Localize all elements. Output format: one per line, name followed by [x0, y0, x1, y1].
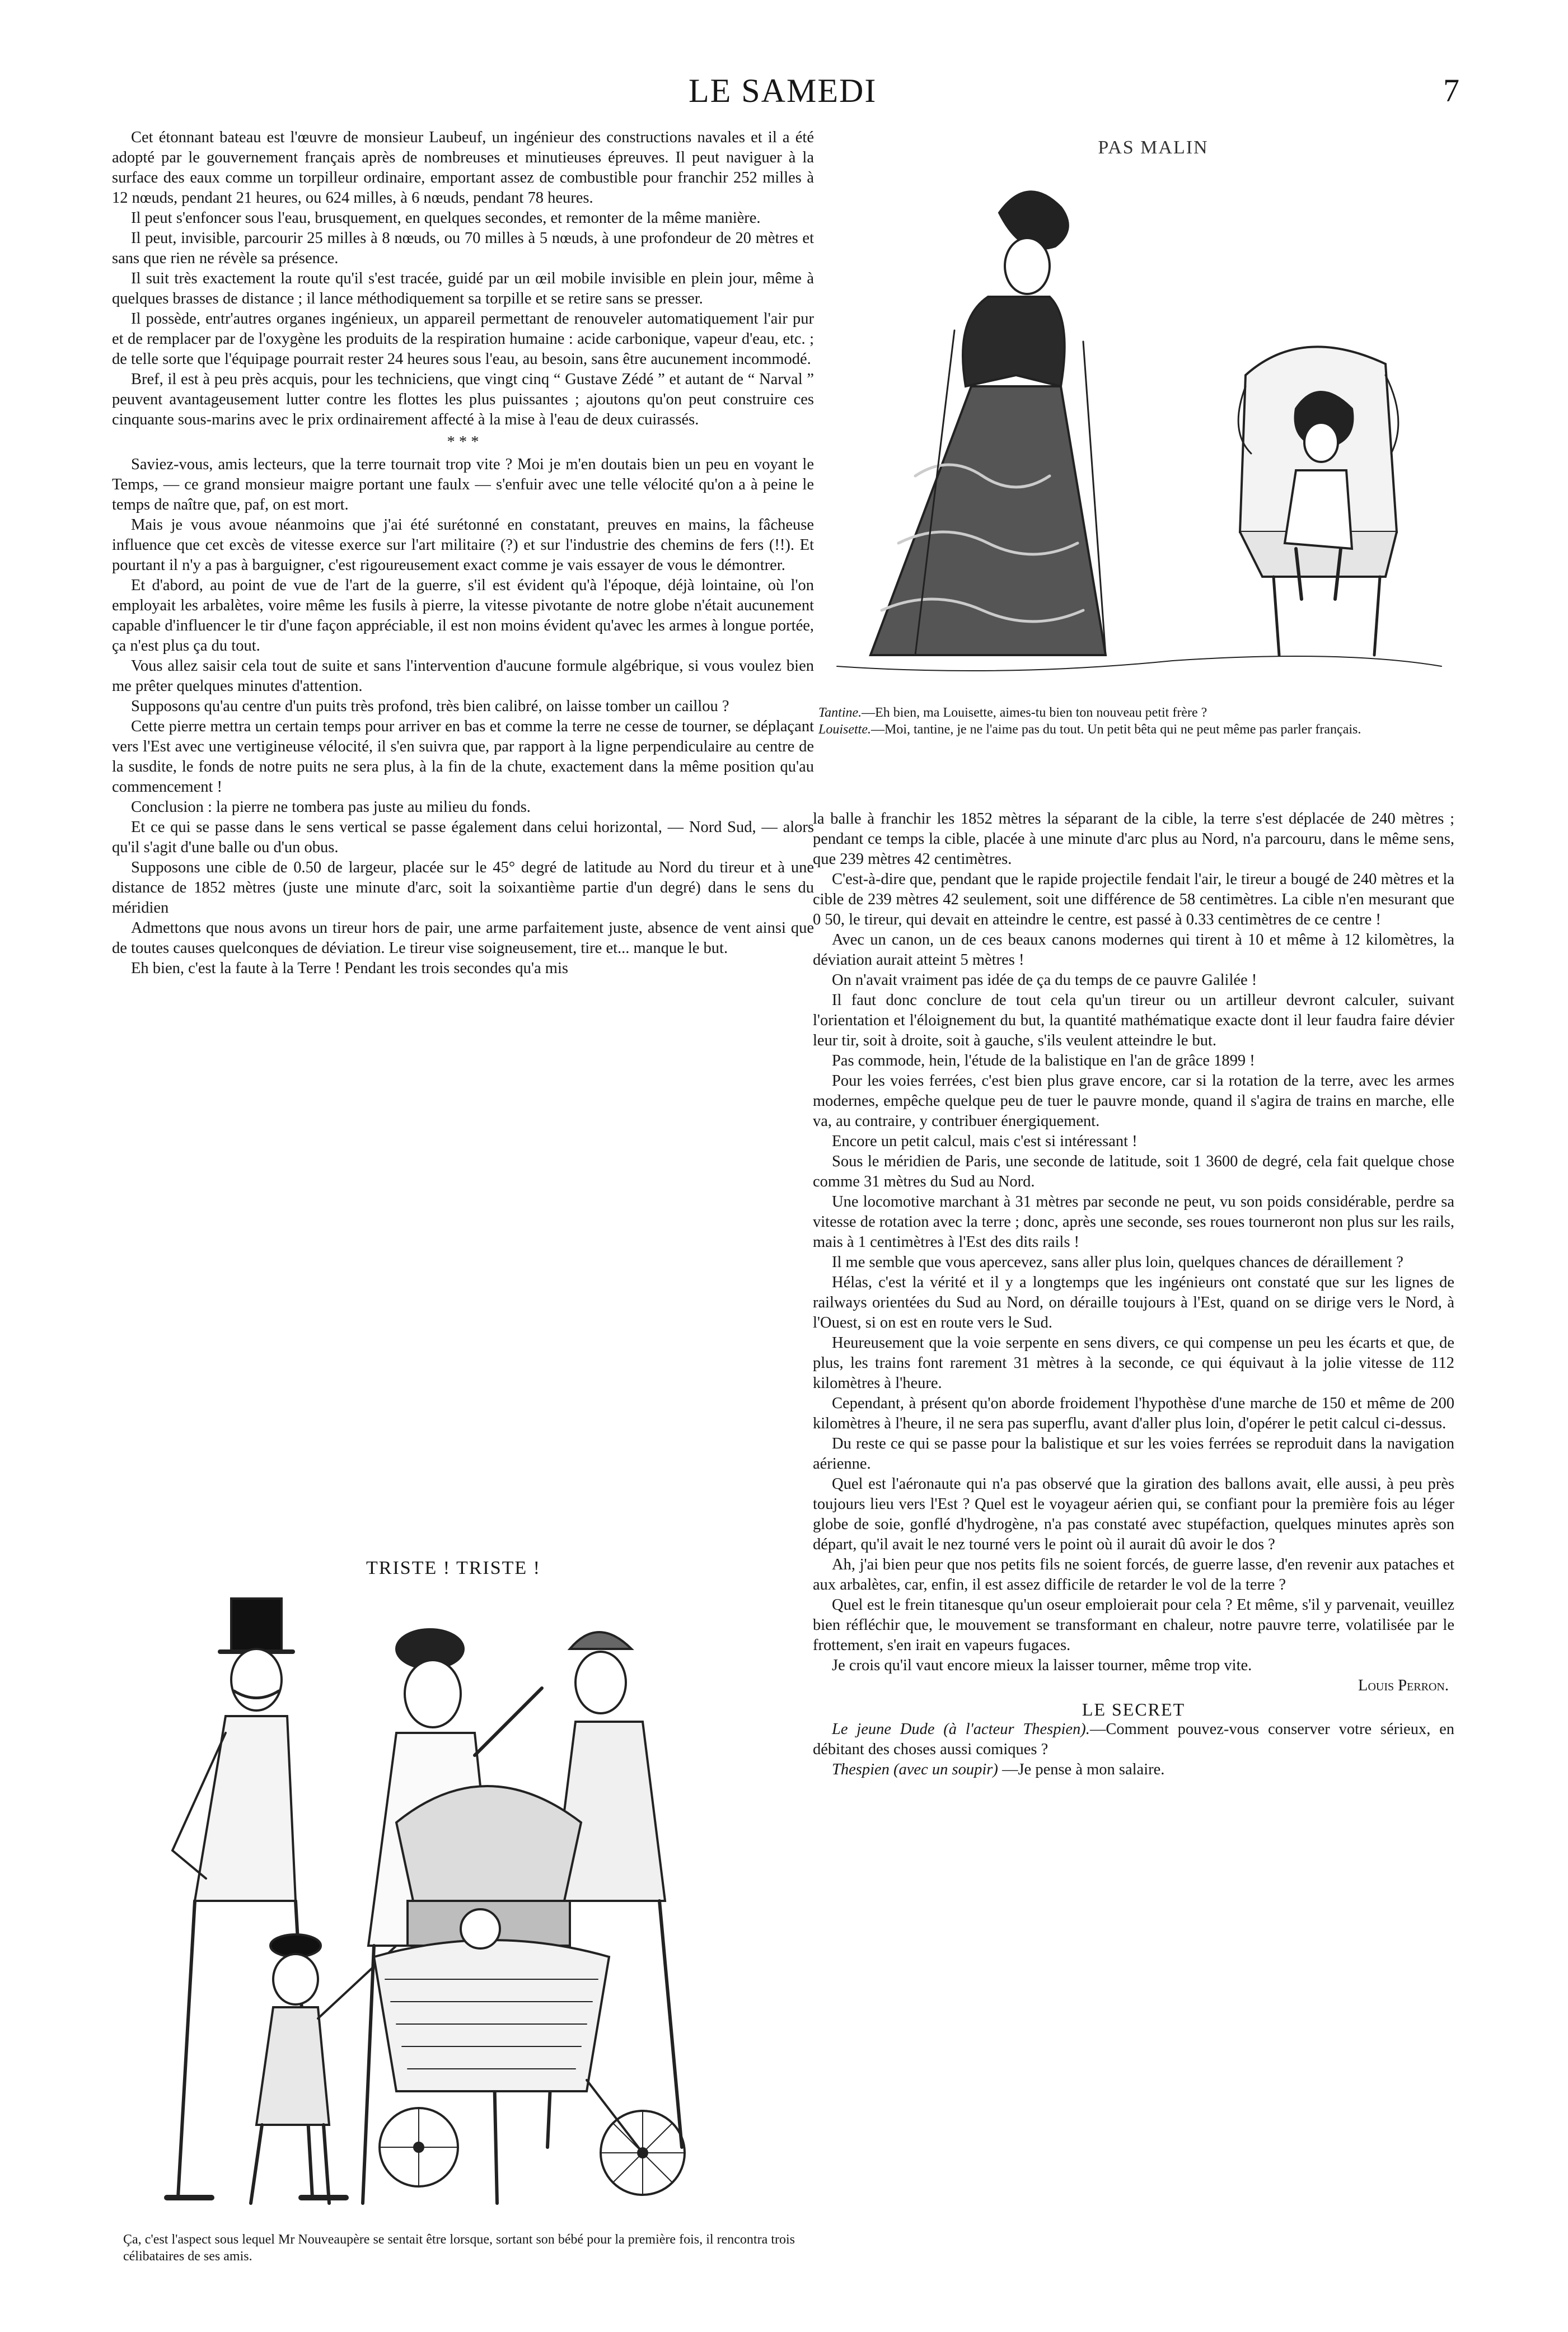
paragraph: Conclusion : la pierre ne tombera pas juste au milieu du fonds.	[131, 798, 531, 816]
paragraph: Sous le méridien de Paris, une seconde de latitude, soit 1 3600 de degré, cela fait quelque chose comme 31 mètres du Sud au Nord.	[813, 1153, 1454, 1190]
le-secret-title: LE SECRET	[1082, 1699, 1186, 1719]
dialogue-line: Thespien (avec un soupir) —Je pense à mon salaire.	[832, 1761, 1165, 1778]
paragraph: Il peut s'enfoncer sous l'eau, brusquement, en quelques secondes, et remonter de la même manière.	[131, 209, 761, 227]
paragraph: Heureusement que la voie serpente en sens divers, ce qui compense un peu les écarts et que, de plus, les trains font rarement 31 mètres à la seconde, ce qui équivaut à la jolie vitesse de 112 kilomètres à l'heure.	[813, 1334, 1454, 1392]
speaker: Thespien (avec un soupir)	[832, 1761, 998, 1778]
paragraph: Et ce qui se passe dans le sens vertical se passe également dans celui horizontal, — Nord Sud, — alors qu'il s'agit d'une balle ou d'un obus.	[112, 819, 814, 856]
paragraph: Et d'abord, au point de vue de l'art de la guerre, s'il est évident qu'à l'époque, déjà lointaine, où l'on employait les arbalètes, voire même les fusils à pierre, la vitesse pivotante de notre globe n'était aucunement capable d'influencer le tir d'une façon appréciable, il est non moins évident qu'avec les armes à longue portée, ça n'est plus ça du tout.	[112, 577, 814, 655]
caption-line: Tantine.—Eh bien, ma Louisette, aimes-tu bien ton nouveau petit frère ?	[818, 705, 1207, 720]
paragraph: C'est-à-dire que, pendant que le rapide projectile fendait l'air, le tireur a bougé de 240 mètres et la cible de 239 mètres 42 seulement, soit une différence de 58 centimètres. La cible n'en mesurant que 0 50, le tireur, qui devait en atteindre le centre, est passé à 0.33 centimètres de ce centre !	[813, 871, 1454, 928]
masthead: LE SAMEDI	[689, 72, 877, 109]
triste-title: TRISTE ! TRISTE !	[366, 1558, 541, 1578]
paragraph: Il peut, invisible, parcourir 25 milles à 8 nœuds, ou 70 milles à 5 nœuds, à une profondeur de 20 mètres et sans que rien ne révèle sa présence.	[112, 230, 814, 267]
speaker: Le jeune Dude (à l'acteur Thespien).	[832, 1721, 1090, 1738]
paragraph: Pour les voies ferrées, c'est bien plus grave encore, car si la rotation de la terre, avec les armes modernes, empêche quelque peu de tuer le pauvre monde, quand il s'agira de trains en marche, elle va, au contraire, y contribuer énergiquement.	[813, 1072, 1454, 1130]
pas-malin-caption	[818, 704, 1457, 738]
paragraph: Il faut donc conclure de tout cela qu'un tireur ou un artilleur devront calculer, suivant l'orientation et l'éloignement du but, la quantité mathématique exacte dont il leur faudra faire dévier leur tir, soit à droite, soit à gauche, s'ils veulent atteindre le but.	[813, 992, 1454, 1049]
caption-line: Louisette.—Moi, tantine, je ne l'aime pas du tout. Un petit bêta qui ne peut même pas parler français.	[818, 722, 1361, 737]
dialogue-line: Le jeune Dude (à l'acteur Thespien).—Comment pouvez-vous conserver votre sérieux, en débitant des choses aussi comiques ?	[813, 1721, 1454, 1758]
right-column-article	[813, 809, 1454, 1780]
pas-malin-title: PAS MALIN	[1098, 137, 1209, 158]
triste-illustration	[128, 1587, 788, 2231]
page-header	[0, 72, 1568, 122]
paragraph: Il possède, entr'autres organes ingénieux, un appareil permettant de renouveler automatiquement l'air pur et de remplacer par de l'oxygène les produits de la respiration humaine : acide carbonique, vapeur d'eau, etc. ; de telle sorte que l'équipage pourrait rester 24 heures sous l'eau, au besoin, sans être aucunement incommodé.	[112, 310, 814, 368]
section-separator: * * *	[447, 433, 479, 451]
triste-caption: Ça, c'est l'aspect sous lequel Mr Nouveaupère se sentait être lorsque, sortant son bébé pour la première fois, il rencontra trois célibataires de ses amis.	[123, 2232, 795, 2264]
left-column-article	[112, 128, 814, 979]
paragraph: Quel est le frein titanesque qu'un oseur emploierait pour cela ? Et même, s'il y parvenait, veuillez bien réfléchir que, le mouvement se transformant en chaleur, notre pauvre terre, volatilisée par le frottement, s'en irait en vapeurs fugaces.	[813, 1596, 1454, 1654]
paragraph: Une locomotive marchant à 31 mètres par seconde ne peut, vu son poids considérable, perdre sa vitesse de rotation avec la terre ; donc, après une seconde, ses roues tourneront non plus sur les rails, mais à 1 centimètres à l'Est des dits rails !	[813, 1193, 1454, 1251]
paragraph: Il suit très exactement la route qu'il s'est tracée, guidé par un œil mobile invisible en plein jour, même à quelques brasses de distance ; il lance méthodiquement sa torpille et se retire sans se presser.	[112, 270, 814, 307]
paragraph: Cette pierre mettra un certain temps pour arriver en bas et comme la terre ne cesse de tourner, se déplaçant vers l'Est avec une vertigineuse vélocité, il s'en suivra que, par rapport à la ligne perpendiculaire au centre de la susdite, le fonds de notre puits ne sera plus, à la fin de la chute, exactement dans la même position qu'au commencement !	[112, 718, 814, 796]
paragraph: Je crois qu'il vaut encore mieux la laisser tourner, même trop vite.	[832, 1657, 1252, 1674]
paragraph: Cet étonnant bateau est l'œuvre de monsieur Laubeuf, un ingénieur des constructions navales et il a été adopté par le gouvernement français après de nombreuses et minutieuses épreuves. Il peut naviguer à la surface des eaux comme un torpilleur ordinaire, emportant assez de combustible pour franchir 252 milles à 12 nœuds, pendant 21 heures, ou 624 milles, à 6 nœuds, pendant 78 heures.	[112, 129, 814, 207]
paragraph: Saviez-vous, amis lecteurs, que la terre tournait trop vite ? Moi je m'en doutais bien un peu en voyant le Temps, — ce grand monsieur maigre portant une faulx — s'enfuir avec une telle vélocité qu'on a à peine le temps de naître que, paf, on est mort.	[112, 456, 814, 513]
paragraph: Supposons qu'au centre d'un puits très profond, très bien calibré, on laisse tomber un caillou ?	[131, 698, 729, 715]
paragraph: Mais je vous avoue néanmoins que j'ai été surétonné en constatant, preuves en mains, la fâcheuse influence que cet excès de vitesse exerce sur l'art militaire (?) et sur l'industrie des chemins de fers (!!). Et pourtant il n'y a pas à barguigner, c'est rigoureusement exact comme je vais essayer de vous le démontrer.	[112, 516, 814, 574]
paragraph: On n'avait vraiment pas idée de ça du temps de ce pauvre Galilée !	[832, 971, 1257, 989]
paragraph: Vous allez saisir cela tout de suite et sans l'intervention d'aucune formule algébrique, si vous voulez bien me prêter quelques minutes d'attention.	[112, 657, 814, 695]
paragraph: Pas commode, hein, l'étude de la balistique en l'an de grâce 1899 !	[832, 1052, 1255, 1069]
paragraph: Encore un petit calcul, mais c'est si intéressant !	[832, 1133, 1138, 1150]
paragraph: Bref, il est à peu près acquis, pour les techniciens, que vingt cinq “ Gustave Zédé ” et autant de “ Narval ” peuvent avantageusement lutter contre les flottes les plus puissantes ; ajoutons qu'on peut construire ces cinquante sous-marins avec le prix ordinairement affecté à la mise à l'eau de deux cuirassés.	[112, 371, 814, 428]
speaker: Tantine.	[818, 705, 862, 720]
paragraph: Avec un canon, un de ces beaux canons modernes qui tirent à 10 et même à 12 kilomètres, la déviation aurait atteint 5 mètres !	[813, 931, 1454, 969]
author-signature: Louis Perron.	[1358, 1677, 1449, 1694]
paragraph: Ah, j'ai bien peur que nos petits fils ne soient forcés, de guerre lasse, d'en revenir aux pataches et aux arbalètes, car, enfin, il est assez difficile de retarder le vol de la terre ?	[813, 1556, 1454, 1593]
paragraph: Il me semble que vous apercevez, sans aller plus loin, quelques chances de déraillement ?	[832, 1254, 1403, 1271]
paragraph: Admettons que nous avons un tireur hors de pair, une arme parfaitement juste, absence de vent ainsi que de toutes causes quelconques de déviation. Le tireur vise soigneusement, tire et... manque le but.	[112, 919, 814, 957]
paragraph: Hélas, c'est la vérité et il y a longtemps que les ingénieurs ont constaté que sur les lignes de railways orientées du Sud au Nord, on déraille toujours à l'Est, quand on se dirige vers le Nord, à l'Ouest, si on est en route vers le Sud.	[813, 1274, 1454, 1331]
pas-malin-illustration	[815, 162, 1455, 689]
paragraph: Du reste ce qui se passe pour la balistique et sur les voies ferrées se reproduit dans la navigation aérienne.	[813, 1435, 1454, 1473]
paragraph: Supposons une cible de 0.50 de largeur, placée sur le 45° degré de latitude au Nord du tireur et à une distance de 1852 mètres (juste une minute d'arc, soit la soixantième partie d'un degré) dans le sens du méridien	[112, 859, 814, 917]
paragraph: Eh bien, c'est la faute à la Terre ! Pendant les trois secondes qu'a mis	[131, 960, 568, 977]
paragraph: Cependant, à présent qu'on aborde froidement l'hypothèse d'une marche de 150 et même de 200 kilomètres à l'heure, il ne sera pas superflu, avant d'aller plus loin, d'opérer le petit calcul ci-dessus.	[813, 1395, 1454, 1432]
speaker: Louisette.	[818, 722, 871, 737]
paragraph: Quel est l'aéronaute qui n'a pas observé que la giration des ballons avait, elle aussi, à peu près toujours lieu vers l'Est ? Quel est le voyageur aérien qui, se confiant pour la première fois au léger globe de soie, gonflé d'hydrogène, n'a pas constaté avec stupéfaction, quelques minutes après son départ, qu'il avait le nez tourné vers le point où il aurait dû avoir le dos ?	[813, 1475, 1454, 1553]
page-number: 7	[1443, 72, 1459, 109]
paragraph: la balle à franchir les 1852 mètres la séparant de la cible, la terre s'est déplacée de 240 mètres ; pendant ce temps la cible, placée à une minute d'arc plus au Nord, n'a parcouru, dans le même sens, que 239 mètres 42 centimètres.	[813, 810, 1454, 868]
